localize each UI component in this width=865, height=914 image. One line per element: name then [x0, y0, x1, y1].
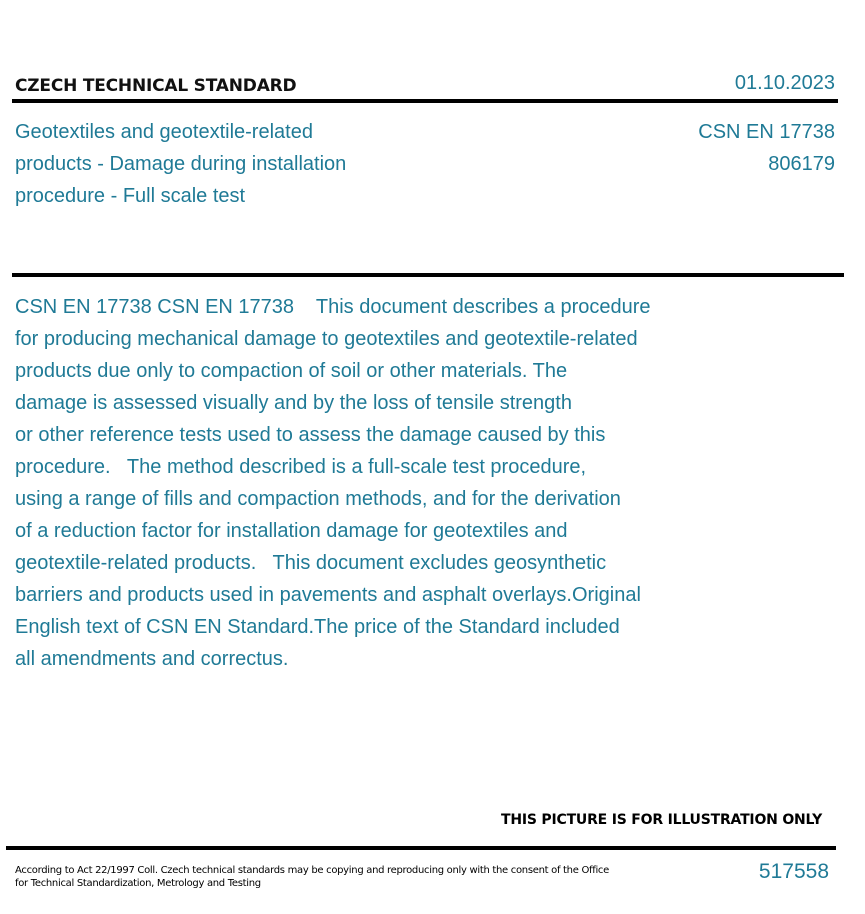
abstract-line: English text of CSN EN Standard.The price of the Standard included: [15, 616, 620, 638]
abstract-line: procedure. The method described is a full-scale test procedure,: [15, 456, 587, 478]
standard-type-label: CZECH TECHNICAL STANDARD: [15, 76, 297, 96]
document-number: 517558: [758, 860, 829, 883]
legal-line: According to Act 22/1997 Coll. Czech technical standards may be copying and reproducing only with the consent of the Office: [15, 865, 609, 876]
document-abstract: [15, 291, 715, 675]
abstract-line: products due only to compaction of soil or other materials. The: [15, 360, 568, 382]
abstract-line: all amendments and correctus.: [15, 648, 289, 670]
title-line: procedure - Full scale test: [15, 185, 246, 207]
abstract-line: damage is assessed visually and by the loss of tensile strength: [15, 392, 572, 414]
abstract-line: or other reference tests used to assess the damage caused by this: [15, 424, 606, 446]
legal-notice: [15, 864, 609, 890]
standard-identifier: [698, 116, 835, 180]
title-divider: [12, 273, 844, 277]
abstract-line: geotextile-related products. This document excludes geosynthetic: [15, 552, 607, 574]
abstract-line: CSN EN 17738 CSN EN 17738 This document describes a procedure: [15, 296, 651, 318]
title-line: products - Damage during installation: [15, 153, 347, 175]
abstract-line: of a reduction factor for installation damage for geotextiles and: [15, 520, 568, 542]
abstract-line: for producing mechanical damage to geotextiles and geotextile-related: [15, 328, 638, 350]
header-divider: [12, 99, 838, 103]
publication-date: 01.10.2023: [734, 72, 835, 94]
abstract-line: barriers and products used in pavements and asphalt overlays.Original: [15, 584, 641, 606]
document-title: [15, 116, 346, 212]
footer-divider: [6, 846, 836, 850]
illustration-notice: THIS PICTURE IS FOR ILLUSTRATION ONLY: [501, 812, 823, 828]
standard-class-number: 806179: [768, 153, 835, 175]
abstract-line: using a range of fills and compaction methods, and for the derivation: [15, 488, 621, 510]
legal-line: for Technical Standardization, Metrology and Testing: [15, 878, 261, 889]
standard-code: CSN EN 17738: [698, 121, 835, 143]
title-line: Geotextiles and geotextile-related: [15, 121, 313, 143]
